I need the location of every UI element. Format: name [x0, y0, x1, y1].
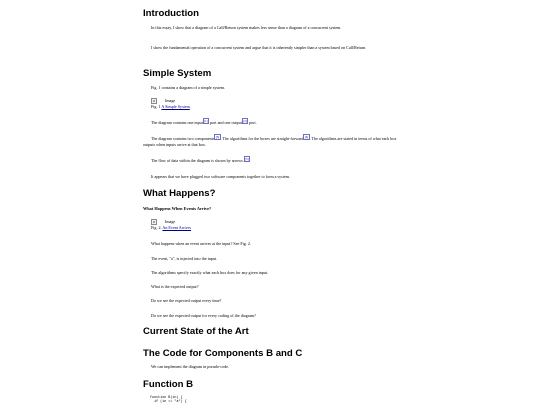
figure-2-link[interactable]: An Event Arrives — [162, 225, 192, 230]
heading-introduction: Introduction — [143, 8, 199, 19]
wh-line-3: The algorithms specify exactly what each box does for any given input. — [151, 270, 269, 275]
flow-paragraph — [151, 158, 250, 164]
figure-1-link[interactable]: A Simple System — [161, 104, 190, 109]
figure-1-caption — [151, 104, 190, 110]
figure-1-label: Fig. 1 — [151, 104, 161, 109]
heading-function-b: Function B — [143, 379, 194, 390]
ports-text-a: The diagram contains one input — [151, 120, 203, 125]
wh-line-1: What happens when an event arrives at the input? See Fig. 2. — [151, 241, 251, 246]
ports-text-c: port. — [248, 120, 257, 125]
subheading-events-arrive: What Happens When Events Arrive? — [143, 206, 212, 211]
heading-what-happens: What Happens? — [143, 188, 216, 199]
heading-code: The Code for Components B and C — [143, 348, 303, 359]
figure-1 — [143, 98, 263, 111]
wh-line-6: Do we see the expected output for every coding of the diagram? — [151, 313, 256, 318]
footnote-4-link[interactable]: [4] — [304, 134, 309, 139]
footnote-1-link[interactable]: [1] — [204, 118, 208, 123]
figure-2 — [143, 219, 263, 232]
figure-1-alt: Image — [165, 98, 176, 103]
ports-paragraph — [151, 120, 257, 126]
code-intro: We can implement the diagram in pseudo-code. — [151, 364, 229, 369]
plugged-paragraph: It appears that we have plugged two software components together to form a system. — [151, 174, 290, 179]
components-paragraph — [143, 136, 405, 147]
wh-line-2: The event, "a", is injected into the input. — [151, 256, 218, 261]
figure-2-alt: Image — [165, 219, 176, 224]
heading-state-of-art: Current State of the Art — [143, 326, 249, 337]
function-b-code: function B(in) { if (in == "a") { — [150, 396, 187, 405]
heading-simple-system: Simple System — [143, 68, 212, 79]
wh-line-4: What is the expected output? — [151, 284, 199, 289]
figure-2-label: Fig. 2. — [151, 225, 162, 230]
intro-paragraph-2: I show the fundamental operation of a concurrent system and argue that it is inherently simpler than a system based on Call/Return. — [151, 45, 367, 50]
flow-text: The flow of data within the diagram is shown by arrows. — [151, 158, 244, 163]
fig1-intro: Fig. 1 contains a diagram of a simple system. — [151, 85, 226, 90]
footnote-2-link[interactable]: [2] — [243, 118, 247, 123]
footnote-5-link[interactable]: [5] — [245, 156, 249, 161]
figure-2-caption — [151, 225, 191, 231]
wh-line-5: Do we see the expected output every time? — [151, 298, 222, 303]
ports-text-b: port and one output — [208, 120, 242, 125]
components-text-c: . The algorithms are stated in terms of what each box outputs when inputs arrive at that box. — [143, 136, 397, 147]
footnote-3-link[interactable]: [3] — [215, 134, 220, 139]
components-text-a: The diagram contains two components — [151, 136, 215, 141]
components-text-b: . The algorithms for the boxes are straight-forward — [220, 136, 304, 141]
intro-paragraph-1: In this essay, I show that a diagram of a Call/Return system makes less sense than a diagram of a concurrent system. — [151, 25, 342, 30]
